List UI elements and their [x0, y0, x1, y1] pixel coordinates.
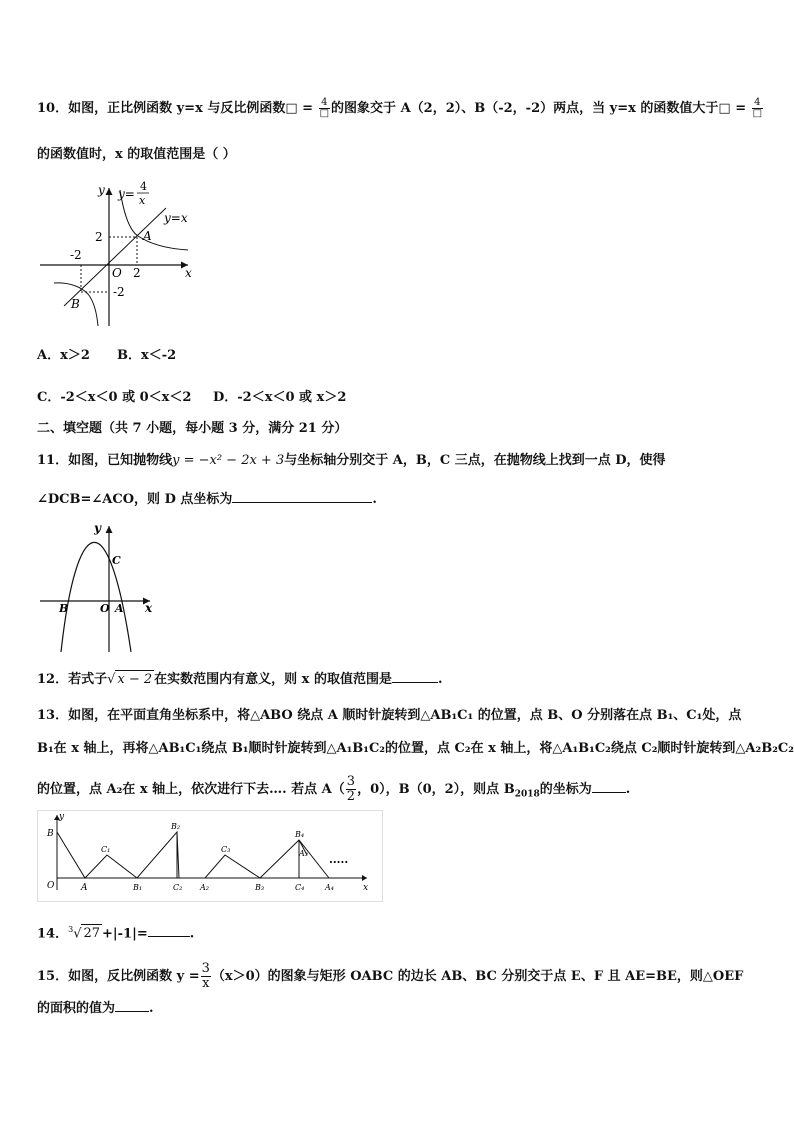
q13-label-x: x	[363, 883, 369, 893]
q10-symbol-box-2: □	[718, 101, 731, 116]
q15-fraction	[201, 962, 211, 991]
q12-text-a: 12．若式子	[37, 672, 108, 687]
q13-label-c1: C₁	[101, 845, 111, 854]
q10-fraction	[319, 98, 330, 119]
q12-line	[37, 670, 443, 689]
q10-tick-neg2y: -2	[113, 285, 125, 299]
q11-answer-blank[interactable]	[232, 490, 372, 503]
q14-radicand: 27	[83, 926, 101, 942]
q13-label-a: A	[81, 883, 88, 893]
q13-answer-blank[interactable]	[592, 780, 626, 793]
q14-answer-blank[interactable]	[148, 924, 190, 937]
q15-answer-blank[interactable]	[115, 999, 149, 1012]
q15-frac-num: 3	[201, 961, 210, 976]
q13-fraction	[346, 775, 356, 804]
q13-label-b3: B₃	[255, 883, 265, 892]
q12-answer-blank[interactable]	[392, 670, 438, 683]
q13-frac-den: 2	[346, 789, 356, 804]
q13-y-label: y	[59, 812, 65, 822]
q10-curve-label-prefix: y=	[118, 187, 135, 201]
q10-line2: 的函数值时，x 的取值范围是（ ）	[37, 147, 236, 162]
q14-text-a: 14．	[37, 926, 69, 942]
q11-point-b: B	[59, 602, 69, 615]
q13-text-b: ，0），B（0，2），则点 B	[357, 782, 515, 797]
q14-root-index: 3	[68, 925, 74, 934]
q10-text-a: 10．如图，正比例函数 y=x 与反比例函数	[37, 101, 286, 116]
q11-y-label: y	[94, 521, 101, 535]
q10-frac-num-2: 4	[752, 98, 763, 109]
section-2-heading: 二、填空题（共 7 小题，每小题 3 分，满分 21 分）	[37, 421, 348, 436]
q10-tick-2y: 2	[95, 230, 103, 244]
q12-sqrt-sign: √	[107, 672, 116, 687]
q15-line1	[37, 962, 743, 991]
q10-tick-neg2x: -2	[70, 248, 82, 262]
q15-text-a: 15．如图，反比例函数 y =	[37, 969, 200, 984]
q13-frac-num: 3	[346, 774, 356, 789]
q13-line3	[37, 775, 630, 804]
q10-x-label: x	[185, 266, 192, 280]
q10-line1	[37, 98, 764, 119]
q11-point-c: C	[112, 554, 121, 567]
q11-x-label: x	[145, 601, 153, 615]
q10-origin: O	[112, 266, 122, 280]
q13-label-b1: B₁	[133, 883, 143, 892]
q13-text-a: 的位置，点 A₂在 x 轴上，依次进行下去…. 若点 A（	[37, 782, 345, 797]
q10-eq: =	[297, 101, 318, 116]
q10-point-b: B	[71, 297, 80, 311]
q13-line2: B₁在 x 轴上，再将△AB₁C₁绕点 B₁顺时针旋转到△A₁B₁C₂的位置，点 C₂在 x 轴上，将△A₁B₁C₂绕点 C₂顺时针旋转到△A₂B₂C₂	[37, 741, 794, 756]
q10-symbol-box: □	[285, 101, 298, 116]
q13-dots: .....	[329, 853, 349, 866]
q13-label-c3: C₃	[221, 845, 231, 854]
q11-text-b: 与坐标轴分别交于 A，B，C 三点，在抛物线上找到一点 D，使得	[284, 453, 666, 468]
q13-label-c2: C₂	[173, 883, 183, 892]
q10-frac-den-2: □	[752, 108, 763, 119]
q14-text-b: +|-1|=	[102, 926, 148, 942]
q14-end: .	[189, 926, 195, 942]
q10-text-b: 的图象交于 A（2，2）、B（-2，-2）两点，当 y=x 的函数值大于	[331, 101, 719, 116]
q10-point-a: A	[143, 229, 152, 243]
q10-curve-den: x	[139, 194, 146, 207]
q10-eq-2: =	[730, 101, 751, 116]
q10-line-label: y=x	[164, 211, 188, 225]
q13-label-b: B	[47, 829, 54, 839]
q10-y-label: y	[98, 183, 105, 197]
q14-line	[37, 921, 194, 943]
q11-line1	[37, 452, 666, 470]
q13-figure	[37, 810, 383, 902]
q11-figure	[38, 520, 160, 654]
q10-option-d: D．-2＜x＜0 或 x＞2	[213, 390, 347, 405]
q15-text-b: （x＞0）的图象与矩形 OABC 的边长 AB、BC 分别交于点 E、F 且 AE=BE，则△OEF	[211, 969, 744, 984]
q10-option-b: B．x＜-2	[117, 348, 177, 363]
q11-formula: y = −x² − 2x + 3	[172, 453, 285, 468]
q11-point-a: A	[115, 602, 124, 615]
q15-line2	[37, 999, 154, 1018]
q13-text-c: 的坐标为	[539, 782, 592, 797]
q13-end: .	[625, 782, 631, 797]
q13-line1: 13．如图，在平面直角坐标系中，将△ABO 绕点 A 顺时针旋转到△AB₁C₁ 的位置，点 B、O 分别落在点 B₁、C₁处，点	[37, 708, 742, 723]
q13-subscript: 2018	[514, 789, 540, 800]
q14-root-sign: √	[73, 926, 82, 942]
q15-end: .	[149, 1001, 154, 1016]
q10-option-a: A．x＞2	[37, 348, 90, 363]
q12-text-b: 在实数范围内有意义，则 x 的取值范围是	[154, 672, 392, 687]
q13-label-b2: B₂	[171, 822, 181, 831]
q11-line2	[37, 490, 377, 509]
q10-tick-2x: 2	[133, 266, 141, 280]
q10-fraction-2	[752, 98, 763, 119]
q13-label-o: O	[47, 881, 55, 891]
q10-curve-num: 4	[140, 180, 147, 193]
q11-text-line2: ∠DCB=∠ACO，则 D 点坐标为	[37, 492, 233, 507]
q11-end: .	[372, 492, 377, 507]
q10-frac-den: □	[319, 108, 330, 119]
q13-label-a2: A₂	[200, 883, 209, 892]
q13-label-c4: C₄	[295, 883, 305, 892]
q10-figure	[36, 178, 206, 330]
q12-end: .	[437, 672, 443, 687]
q10-option-c: C．-2＜x＜0 或 0＜x＜2	[37, 390, 192, 405]
q13-chain	[57, 832, 329, 878]
q13-label-a3: A₃	[299, 849, 308, 858]
q15-frac-den: x	[202, 976, 210, 991]
q13-label-a4: A₄	[325, 883, 334, 892]
q13-label-b4: B₄	[295, 830, 305, 839]
q11-origin: O	[100, 602, 110, 615]
q11-text-a: 11．如图，已知抛物线	[37, 453, 173, 468]
q15-text-line2: 的面积的值为	[37, 1001, 116, 1016]
q12-radicand: x − 2	[117, 672, 153, 687]
q10-frac-num: 4	[319, 98, 330, 109]
